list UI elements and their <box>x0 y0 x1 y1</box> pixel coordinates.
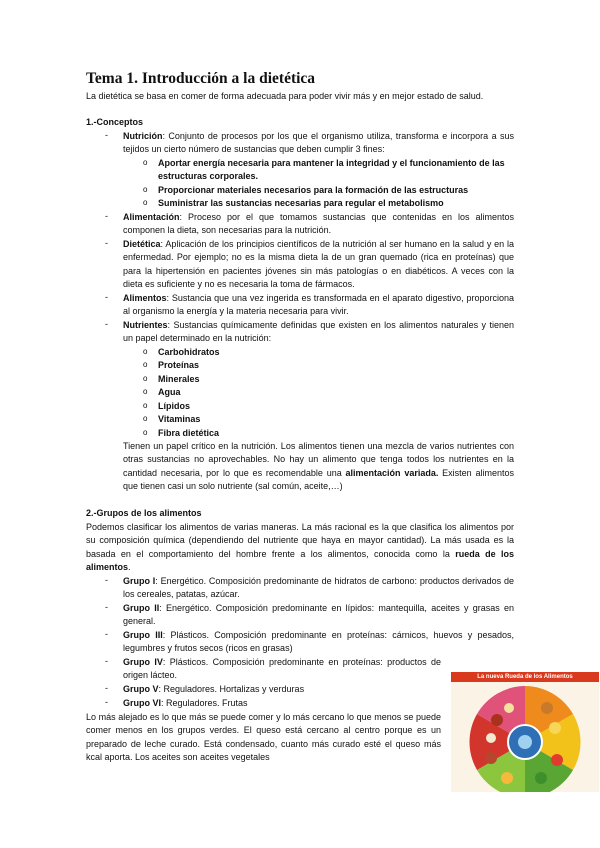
food-wheel-banner: La nueva Rueda de los Alimentos <box>451 672 599 682</box>
circle-bullet: o <box>143 414 148 423</box>
group-name: Grupo III <box>123 630 163 640</box>
explanation-emphasis: alimentación variada. <box>345 467 439 478</box>
intro-text: . <box>128 561 131 572</box>
circle-bullet: o <box>143 387 148 396</box>
closing-paragraph: Lo más alejado es lo que más se puede comer y lo más cercano lo que menos se puede comer menos en los grupos verdes. El queso está cercano al centro porque es un preparado de leche curado. Está condensado, cuanto más curado esté el queso más kcal aporta. Los aceites son aceites vegetales <box>86 712 441 762</box>
food-wheel-graphic <box>451 682 599 792</box>
bullet-dash: - <box>105 292 108 302</box>
circle-bullet: o <box>143 185 148 194</box>
term-label: Nutrición <box>123 131 163 141</box>
group-name: Grupo II <box>123 603 160 613</box>
term-label: Alimentación <box>123 212 180 222</box>
group-item <box>123 602 514 629</box>
fin-item: Proporcionar materiales necesarios para la formación de las estructuras <box>158 185 469 195</box>
nutrient-item: Minerales <box>158 374 200 384</box>
concept-alimentacion <box>123 211 514 238</box>
group-text: : Reguladores. Frutas <box>161 698 248 708</box>
intro-text: Podemos clasificar los alimentos de varias maneras. La más racional es la que clasifica los alimentos por su composición química (dependiendo del nutriente que haya en mayor cantidad). La más usada es la basada en el comportamiento del hombre frente a los alimentos, conocida como la <box>86 522 514 559</box>
circle-bullet: o <box>143 198 148 207</box>
bullet-dash: - <box>105 602 108 612</box>
group-item <box>123 629 514 656</box>
group-text: : Plásticos. Composición predominante en proteínas: cárnicos, huevos y pesados, legumbres y frutos secos (ricos en grasas) <box>123 630 514 654</box>
nutrient-item: Proteínas <box>158 360 200 370</box>
bullet-dash: - <box>105 656 108 666</box>
group-text: : Plásticos. Composición predominante en proteínas: productos de origen lácteo. <box>123 657 441 681</box>
group-text: : Energético. Composición predominante de hidratos de carbono: productos derivados de los cereales, patatas, azúcar. <box>123 576 514 600</box>
term-text: : Sustancia que una vez ingerida es transformada en el aparato digestivo, proporciona al organismo la energía y la materia necesaria para vivir. <box>123 293 514 317</box>
concept-nutrientes <box>123 319 514 346</box>
group-text: : Reguladores. Hortalizas y verduras <box>158 684 305 694</box>
circle-bullet: o <box>143 374 148 383</box>
bullet-dash: - <box>105 130 108 140</box>
term-label: Alimentos <box>123 293 167 303</box>
nutrientes-explanation <box>123 440 514 493</box>
page-title: Tema 1. Introducción a la dietética <box>86 70 316 87</box>
circle-bullet: o <box>143 360 148 369</box>
group-name: Grupo V <box>123 684 159 694</box>
nutrient-item: Carbohidratos <box>158 347 220 357</box>
nutrient-item: Vitaminas <box>158 414 201 424</box>
group-name: Grupo IV <box>123 657 163 667</box>
explanation-text: Existen alimentos que tienen casi un solo nutriente (sal común, aceite,…) <box>123 467 514 491</box>
term-text: : Sustancias químicamente definidas que existen en los alimentos naturales y tienen un papel determinado en la nutrición: <box>123 320 514 344</box>
term-text: : Conjunto de procesos por los que el organismo utiliza, transforma e incorpora a sus tejidos un cierto número de sustancias que deben cumplir 3 fines: <box>123 131 514 155</box>
group-text: : Energético. Composición predominante en lípidos: mantequilla, aceites y grasas en general. <box>123 603 514 627</box>
intro-paragraph: La dietética se basa en comer de forma adecuada para poder vivir más y en mejor estado de salud. <box>86 91 484 101</box>
bullet-dash: - <box>105 575 108 585</box>
explanation-text: Tienen un papel crítico en la nutrición. Los alimentos tienen una mezcla de varios nutrientes con otras sustancias no aprovechables. No hay un alimento que tenga todos los nutrientes en la cantidad necesaria, por lo que es recomendable una <box>123 441 514 478</box>
fin-item: Suministrar las sustancias necesarias para regular el metabolismo <box>158 198 444 208</box>
group-name: Grupo VI <box>123 698 161 708</box>
food-wheel-image <box>451 672 599 792</box>
circle-bullet: o <box>143 158 148 167</box>
concept-alimentos <box>123 292 514 319</box>
bullet-dash: - <box>105 697 108 707</box>
intro-emphasis: rueda de los alimentos <box>86 548 515 572</box>
group-item <box>123 656 441 683</box>
nutrient-item: Lípidos <box>158 401 190 411</box>
circle-bullet: o <box>143 401 148 410</box>
term-label: Nutrientes <box>123 320 168 330</box>
section-heading-grupos: 2.-Grupos de los alimentos <box>86 508 202 518</box>
grupos-intro <box>86 521 514 574</box>
circle-bullet: o <box>143 347 148 356</box>
bullet-dash: - <box>105 238 108 248</box>
group-item <box>123 697 441 710</box>
bullet-dash: - <box>105 629 108 639</box>
concept-nutricion <box>123 130 514 157</box>
group-name: Grupo I <box>123 576 156 586</box>
circle-bullet: o <box>143 428 148 437</box>
fin-item: Aportar energía necesaria para mantener la integridad y el funcionamiento de las estructuras corporales. <box>158 158 505 182</box>
group-item <box>123 683 441 696</box>
concept-dietetica <box>123 238 514 291</box>
bullet-dash: - <box>105 211 108 221</box>
section-heading-conceptos: 1.-Conceptos <box>86 117 144 127</box>
nutrient-item: Agua <box>158 387 181 397</box>
term-text: : Proceso por el que tomamos sustancias que contenidas en los alimentos componen la dieta, son necesarias para la nutrición. <box>123 212 514 236</box>
group-item <box>123 575 514 602</box>
term-text: : Aplicación de los principios científicos de la nutrición al ser humano en la salud y en la enfermedad. Por ejemplo; no es la misma dieta la de un gran quemado (rica en proteínas) que para la hipertensión en pacientes jóvenes sin más patologías o en diabéticos. A veces con la dieta es suficiente y no es necesaria la toma de fármacos. <box>123 239 514 289</box>
bullet-dash: - <box>105 319 108 329</box>
term-label: Dietética <box>123 239 161 249</box>
bullet-dash: - <box>105 683 108 693</box>
nutrient-item: Fibra dietética <box>158 428 220 438</box>
